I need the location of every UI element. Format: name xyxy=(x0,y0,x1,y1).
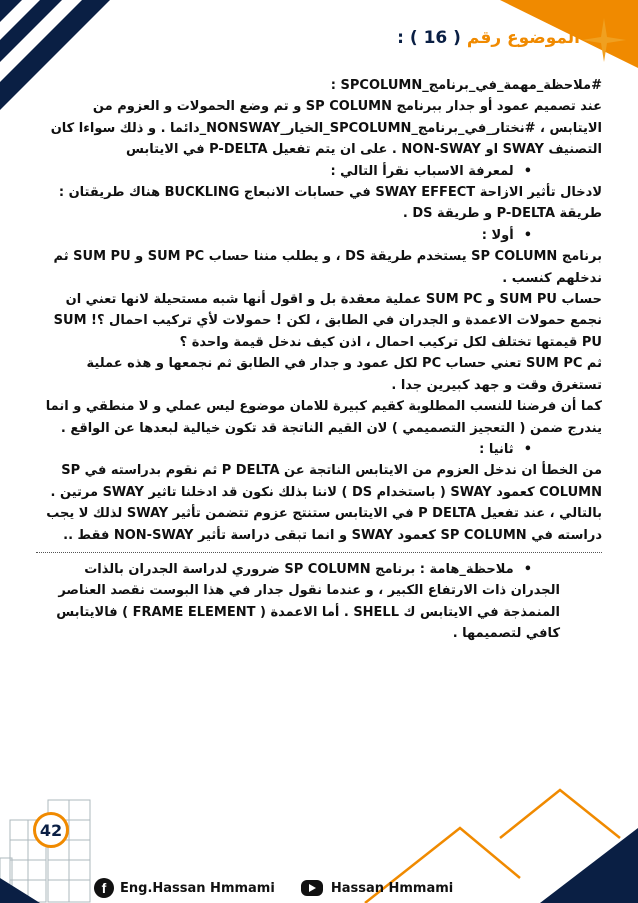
facebook-icon[interactable]: f xyxy=(94,878,114,898)
bullet-reasons-text: لمعرفة الاسباب نقرأ التالي : xyxy=(330,163,514,179)
bullet-icon xyxy=(514,164,560,179)
topic-number: ( 16 ) : xyxy=(397,28,461,48)
bottom-orange-chevron xyxy=(500,790,620,838)
bullet-icon xyxy=(514,562,560,577)
page-number: 42 xyxy=(39,820,63,840)
footer xyxy=(94,876,453,900)
paragraph-sum-pc: ثم SUM PC تعني حساب PC لكل عمود و جدار في الطابق ثم نجمعها و هذه عملية تستغرق وقت و جهد كبيرين جدا . xyxy=(86,356,602,393)
paragraph-sum-calc: حساب SUM PU و SUM PC عملية معقدة بل و اقول أنها شبه مستحيلة لانها تعني ان نجمع حمولات الاعمدة و الجدران في الطابق ، لكن ! حمولات لأي تركيب احمال ؟! SUM PU قيمتها تختلف لكل تركيب احمال ، اذن كيف ندخل قيمة واحدة ؟ xyxy=(53,292,602,350)
paragraph-ds-method: برنامج SP COLUMN يستخدم طريقة DS ، و يطلب مننا حساب SUM PC و SUM PU ثم ندخلهم كنسب . xyxy=(53,249,602,286)
paragraph-intro: عند تصميم عمود أو جدار ببرنامج SP COLUMN و تم وضع الحمولات و العزوم من الايتابس ، #نختار_في_برنامج_SPCOLUMN_الخيار_NONSWAY_دائما . و ذلك سواءا كان التصنيف SWAY او NON-SWAY . على ان يتم تفعيل P-DELTA في الايتابس xyxy=(50,99,602,158)
bullet-first-text: أولا : xyxy=(481,227,514,243)
bottom-right-navy-shape xyxy=(540,828,638,903)
bullet-icon xyxy=(514,228,560,243)
topic-label: الموضوع رقم xyxy=(466,28,580,48)
paragraph-conclusion: بالتالي ، عند تفعيل P DELTA في الايتابس ستنتج عزوم تتضمن تأثير SWAY لذلك لا يجب دراسته في SP COLUMN كعمود SWAY و انما تبقى دراسة تأثير NON-SWAY فقط .. xyxy=(46,506,602,543)
bullet-reasons xyxy=(36,161,602,182)
paragraph-assumption: كما أن فرضنا للنسب المطلوبة كقيم كبيرة للامان موضوع ليس عملي و لا منطقي و انما يندرج ضمن ( التعجيز التصميمي ) لان القيم الناتجة قد تكون خيالية لبعدها عن الواقع . xyxy=(45,399,602,436)
page-number-badge xyxy=(33,812,69,848)
page-title xyxy=(397,28,580,48)
main-content xyxy=(36,75,602,645)
paragraph-methods: لادخال تأثير الازاحة SWAY EFFECT في حسابات الانبعاج BUCKLING هناك طريقتان : طريقة P-DELTA و طريقة DS . xyxy=(58,185,602,222)
facebook-name[interactable]: Eng.Hassan Hmmami xyxy=(120,880,275,896)
bullet-second-text: ثانيا : xyxy=(479,441,514,457)
bullet-first xyxy=(36,225,602,246)
bullet-second xyxy=(36,439,602,460)
note-title: #ملاحظة_مهمة_في_برنامج_SPCOLUMN : xyxy=(330,78,602,93)
youtube-name[interactable]: Hassan Hmmami xyxy=(330,880,454,896)
paragraph-pdelta-error: من الخطأ ان ندخل العزوم من الايتابس الناتجة عن P DELTA ثم نقوم بدراسته في SP COLUMN كعمود SWAY ( باستخدام DS ) لاننا بذلك نكون قد ادخلنا تاثير SWAY مرتين . xyxy=(50,463,602,500)
bullet-important-note xyxy=(36,559,602,645)
bullet-icon xyxy=(514,442,560,457)
important-note-text: ملاحظة_هامة : برنامج SP COLUMN ضروري لدراسة الجدران بالذات الجدران ذات الارتفاع الكبير ، و عندما نقول جدار في هذا البوست نقصد العناصر المنمذجة في الايتابس ك SHELL . أما الاعمدة ( FRAME ELEMENT ) فالايتابس كافي لتصميمها . xyxy=(56,561,560,642)
bottom-left-navy-shape xyxy=(0,878,40,903)
youtube-icon[interactable] xyxy=(301,880,323,896)
dotted-separator xyxy=(36,552,602,553)
